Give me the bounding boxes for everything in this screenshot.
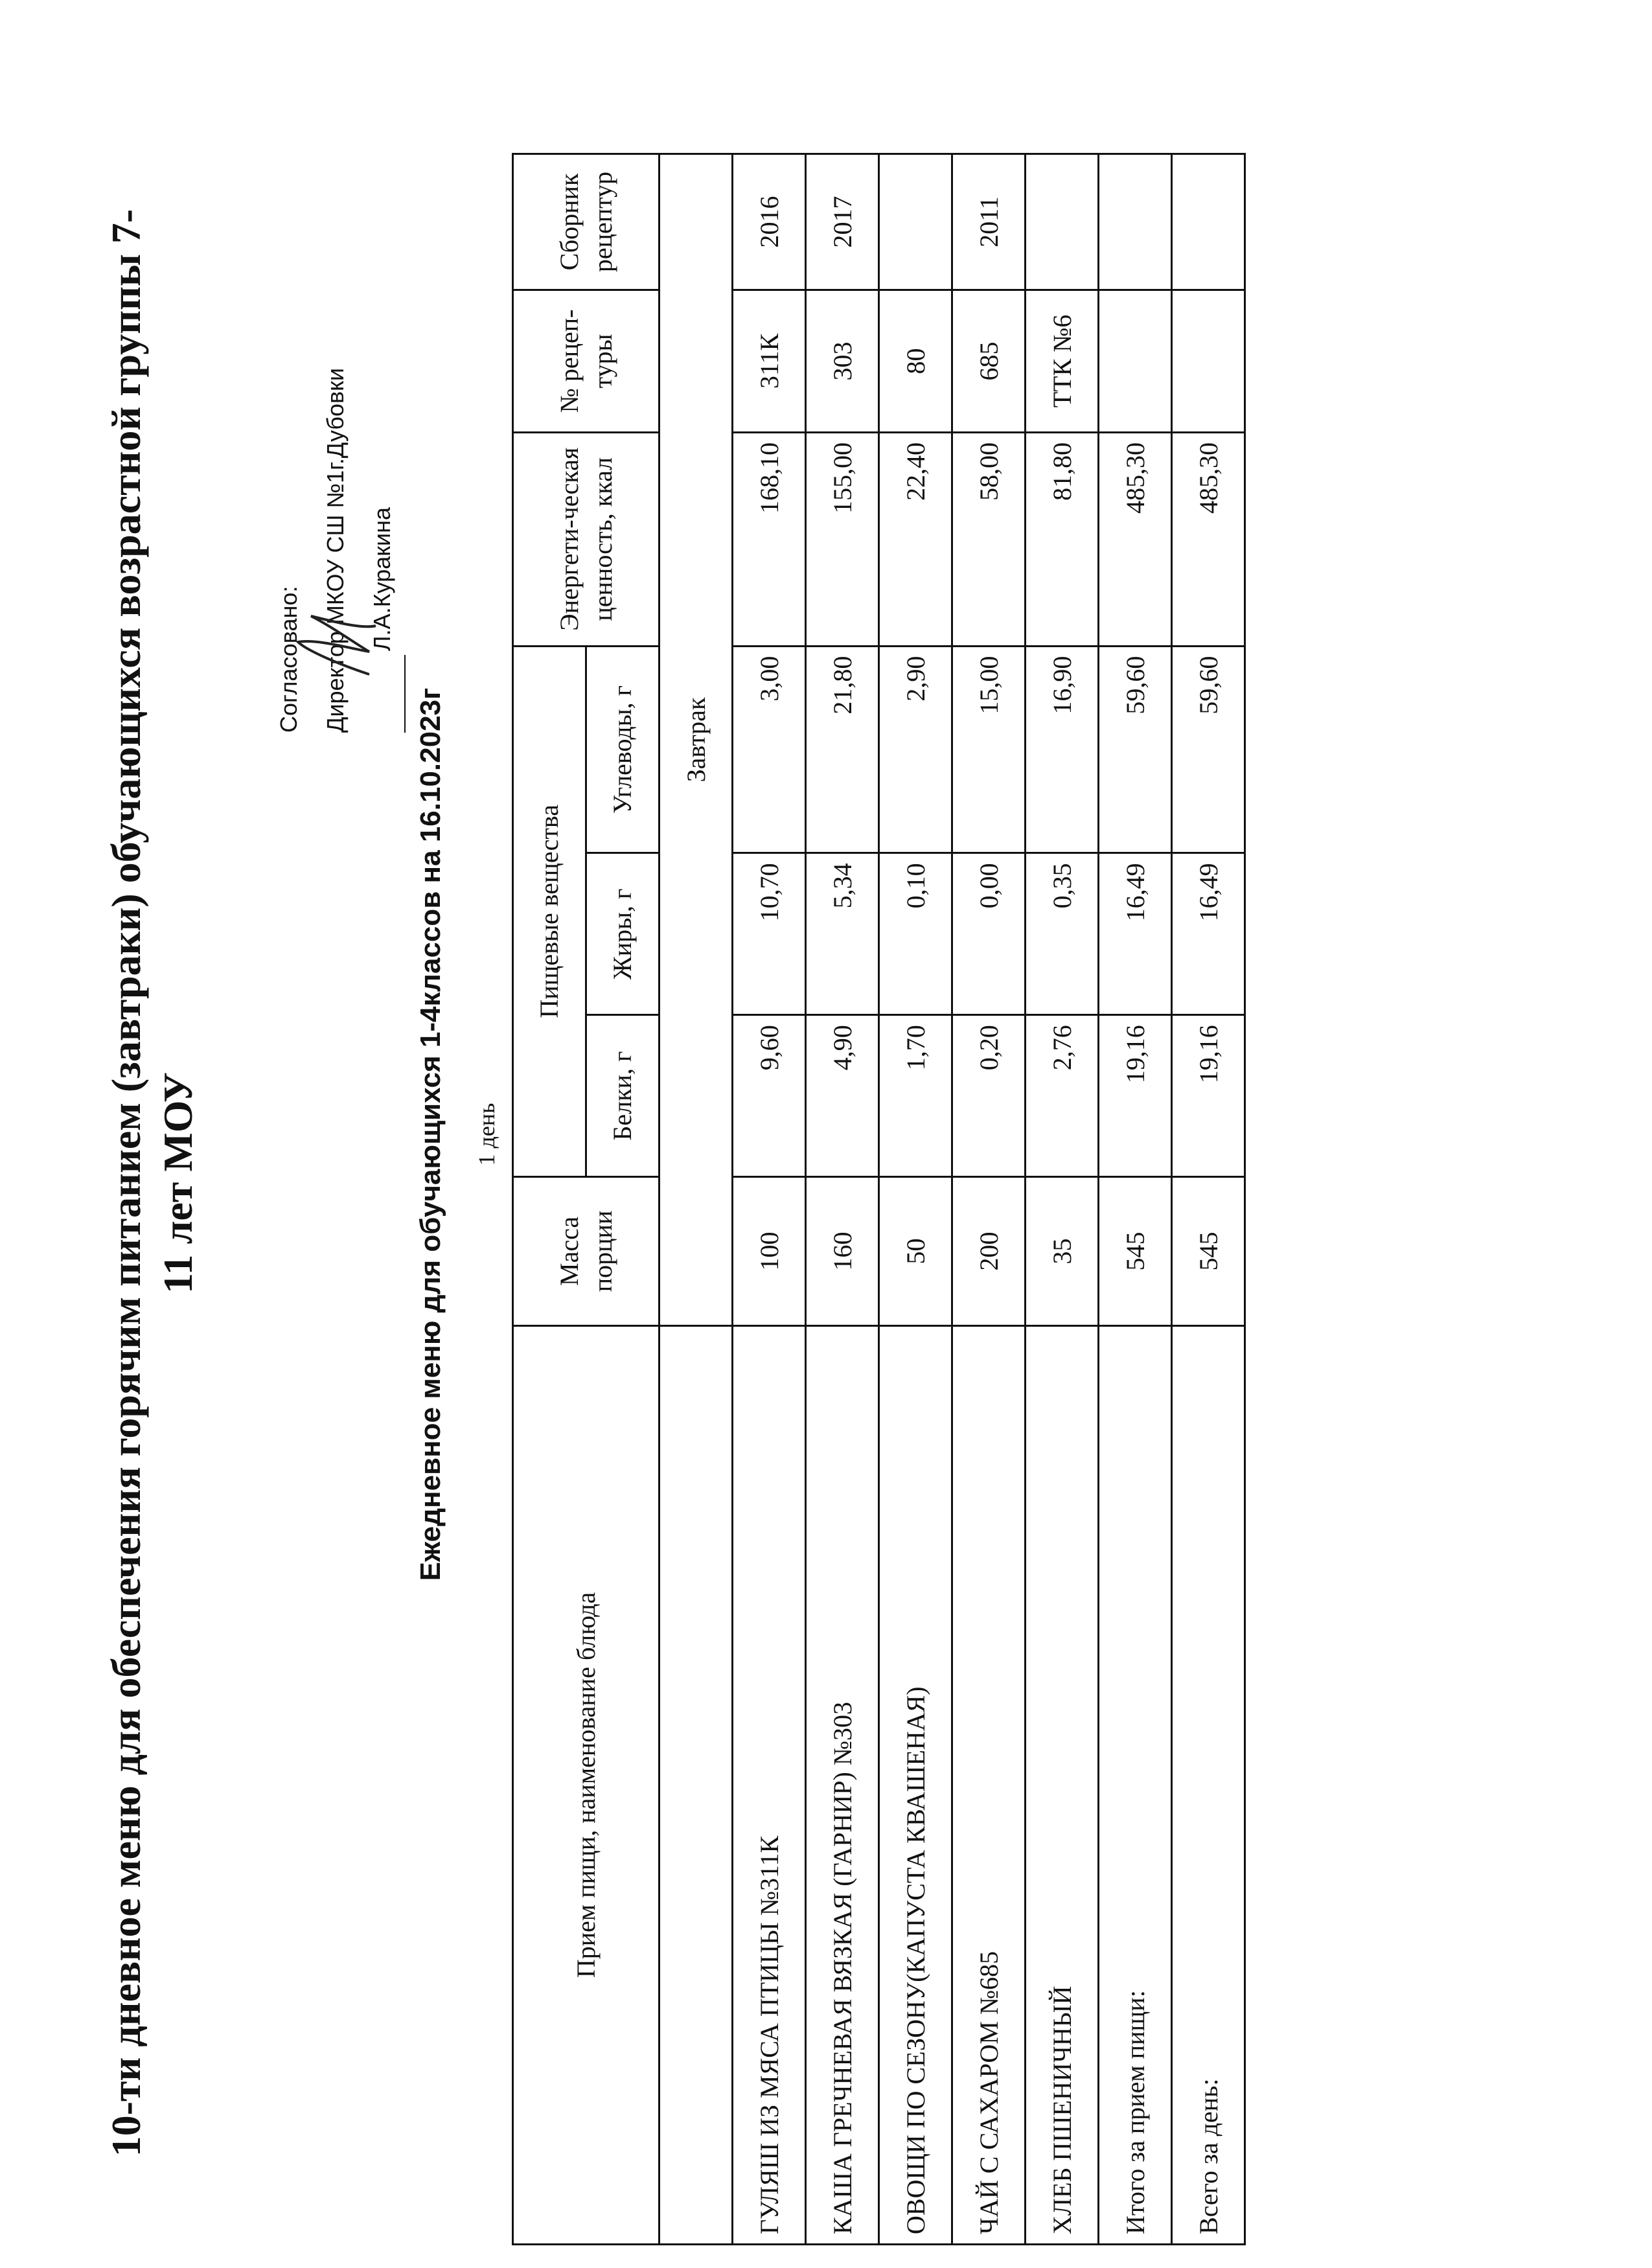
dish-mass: 50 [879,1177,952,1326]
dish-name: ЧАЙ С САХАРОМ №685 [952,1325,1026,2244]
header-energy: Энергети-ческая ценность, ккал [513,432,660,646]
dish-carbs: 3,00 [733,646,806,853]
section-row [660,154,733,2245]
subtotal-recipe-empty [1099,290,1172,433]
dish-name: КАША ГРЕЧНЕВАЯ ВЯЗКАЯ (ГАРНИР) №303 [806,1325,879,2244]
subtotal-collection-empty [1099,154,1172,290]
header-protein: Белки, г [586,1015,660,1177]
total-carbs: 59,60 [1172,646,1245,853]
dish-energy: 168,10 [733,432,806,646]
total-recipe-empty [1172,290,1245,433]
dish-energy: 81,80 [1026,432,1099,646]
dish-name: ХЛЕБ ПШЕНИЧНЫЙ [1026,1325,1099,2244]
section-label: Завтрак [660,154,733,1326]
handwritten-signature [292,603,382,687]
dish-collection: 2016 [733,154,806,290]
subtotal-carbs: 59,60 [1099,646,1172,853]
header-collection: Сборник рецептур [513,154,660,290]
dish-protein: 4,90 [806,1015,879,1177]
day-label: 1 день [474,1103,499,1166]
dish-protein: 2,76 [1026,1015,1099,1177]
total-fat: 16,49 [1172,853,1245,1015]
dish-recipe: 685 [952,290,1026,433]
subtotal-protein: 19,16 [1099,1015,1172,1177]
dish-mass: 100 [733,1177,806,1326]
total-label: Всего за день: [1172,1325,1245,2244]
total-protein: 19,16 [1172,1015,1245,1177]
dish-fat: 0,10 [879,853,952,1015]
total-collection-empty [1172,154,1245,290]
dish-collection [879,154,952,290]
document-title-line2: 11 лет МОУ [155,1072,201,1294]
header-mass: Масса порции [513,1177,660,1326]
dish-fat: 10,70 [733,853,806,1015]
dish-collection: 2017 [806,154,879,290]
menu-table [512,153,1246,2245]
approval-label: Согласовано: [275,586,302,733]
dish-name: ГУЛЯШ ИЗ МЯСА ПТИЦЫ №311К [733,1325,806,2244]
dish-recipe: ТТК №6 [1026,290,1099,433]
table-row [806,154,879,2245]
header-carbs: Углеводы, г [586,646,660,853]
subtotal-energy: 485,30 [1099,432,1172,646]
header-meal: Прием пищи, наименование блюда [513,1325,660,2244]
total-row [1172,154,1245,2245]
header-recipe-no: № рецеп-туры [513,290,660,433]
total-mass: 545 [1172,1177,1245,1326]
table-header-row [513,154,586,2245]
approval-position: Директор МКОУ СШ №1г.Дубовки [322,367,349,733]
dish-recipe: 311К [733,290,806,433]
dish-mass: 160 [806,1177,879,1326]
dish-energy: 22,40 [879,432,952,646]
dish-carbs: 2,90 [879,646,952,853]
dish-carbs: 16,90 [1026,646,1099,853]
dish-carbs: 15,00 [952,646,1026,853]
section-empty [660,1325,733,2244]
dish-energy: 155,00 [806,432,879,646]
table-row [1026,154,1099,2245]
table-row [733,154,806,2245]
total-energy: 485,30 [1172,432,1245,646]
subtotal-mass: 545 [1099,1177,1172,1326]
dish-protein: 1,70 [879,1015,952,1177]
dish-energy: 58,00 [952,432,1026,646]
dish-collection: 2011 [952,154,1026,290]
approval-name: Л.А.Куракина [369,507,395,651]
signature-blank [404,655,406,733]
dish-collection [1026,154,1099,290]
dish-fat: 5,34 [806,853,879,1015]
dish-protein: 9,60 [733,1015,806,1177]
subtotal-row [1099,154,1172,2245]
subtotal-label: Итого за прием пищи: [1099,1325,1172,2244]
dish-name: ОВОЩИ ПО СЕЗОНУ(КАПУСТА КВАШЕНАЯ) [879,1325,952,2244]
dish-mass: 200 [952,1177,1026,1326]
menu-subtitle: Ежедневное меню для обучающихся 1-4классов на 16.10.2023г [415,687,446,1581]
dish-protein: 0,20 [952,1015,1026,1177]
header-fat: Жиры, г [586,853,660,1015]
document-title-line1: 10-ти дневное меню для обеспечения горячим питанием (завтраки) обучающихся возрастной группы 7- [103,209,149,2157]
dish-fat: 0,00 [952,853,1026,1015]
dish-recipe: 303 [806,290,879,433]
dish-carbs: 21,80 [806,646,879,853]
table-row [952,154,1026,2245]
subtotal-fat: 16,49 [1099,853,1172,1015]
table-row [879,154,952,2245]
dish-recipe: 80 [879,290,952,433]
dish-mass: 35 [1026,1177,1099,1326]
dish-fat: 0,35 [1026,853,1099,1015]
header-nutrients: Пищевые вещества [513,646,586,1176]
